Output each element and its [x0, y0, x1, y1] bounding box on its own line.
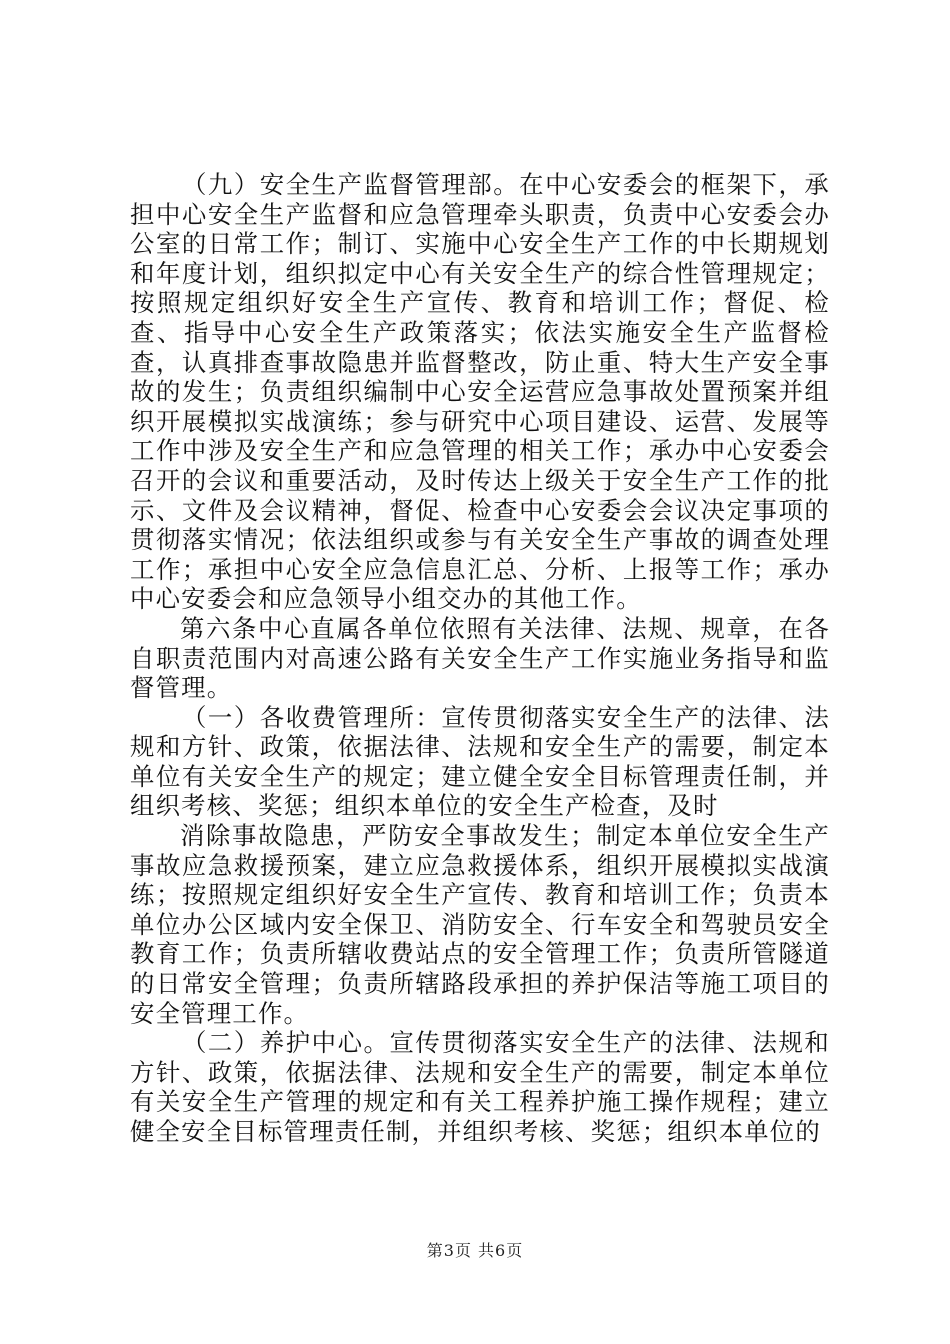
- document-body: [130, 170, 830, 1147]
- page-number: 第3页 共6页: [426, 1241, 524, 1260]
- paragraph-toll-management: （一）各收费管理所：宣传贯彻落实安全生产的法律、法规和方针、政策，依据法律、法规和安全生产的需要，制定本单位有关安全生产的规定；建立健全安全目标管理责任制，并组织考核、奖惩；组织本单位的安全生产检查，及时: [130, 702, 830, 821]
- paragraph-safety-supervision-dept: （九）安全生产监督管理部。在中心安委会的框架下，承担中心安全生产监督和应急管理牵头职责，负责中心安委会办公室的日常工作；制订、实施中心安全生产工作的中长期规划和年度计划，组织拟定中心有关安全生产的综合性管理规定；按照规定组织好安全生产宣传、教育和培训工作；督促、检查、指导中心安全生产政策落实；依法实施安全生产监督检查，认真排查事故隐患并监督整改，防止重、特大生产安全事故的发生；负责组织编制中心安全运营应急事故处置预案并组织开展模拟实战演练；参与研究中心项目建设、运营、发展等工作中涉及安全生产和应急管理的相关工作；承办中心安委会召开的会议和重要活动，及时传达上级关于安全生产工作的批示、文件及会议精神，督促、检查中心安委会会议决定事项的贯彻落实情况；依法组织或参与有关安全生产事故的调查处理工作；承担中心安全应急信息汇总、分析、上报等工作；承办中心安委会和应急领导小组交办的其他工作。: [130, 170, 830, 614]
- page-footer: [0, 1241, 950, 1261]
- paragraph-maintenance-center: （二）养护中心。宣传贯彻落实安全生产的法律、法规和方针、政策，依据法律、法规和安全生产的需要，制定本单位有关安全生产管理的规定和有关工程养护施工操作规程；建立健全安全目标管理责任制，并组织考核、奖惩；组织本单位的: [130, 1028, 830, 1146]
- paragraph-accident-prevention: 消除事故隐患，严防安全事故发生；制定本单位安全生产事故应急救援预案，建立应急救援体系，组织开展模拟实战演练；按照规定组织好安全生产宣传、教育和培训工作；负责本单位办公区域内安全保卫、消防安全、行车安全和驾驶员安全教育工作；负责所辖收费站点的安全管理工作；负责所管隧道的日常安全管理；负责所辖路段承担的养护保洁等施工项目的安全管理工作。: [130, 821, 830, 1028]
- paragraph-article-six: 第六条中心直属各单位依照有关法律、法规、规章，在各自职责范围内对高速公路有关安全生产工作实施业务指导和监督管理。: [130, 613, 830, 703]
